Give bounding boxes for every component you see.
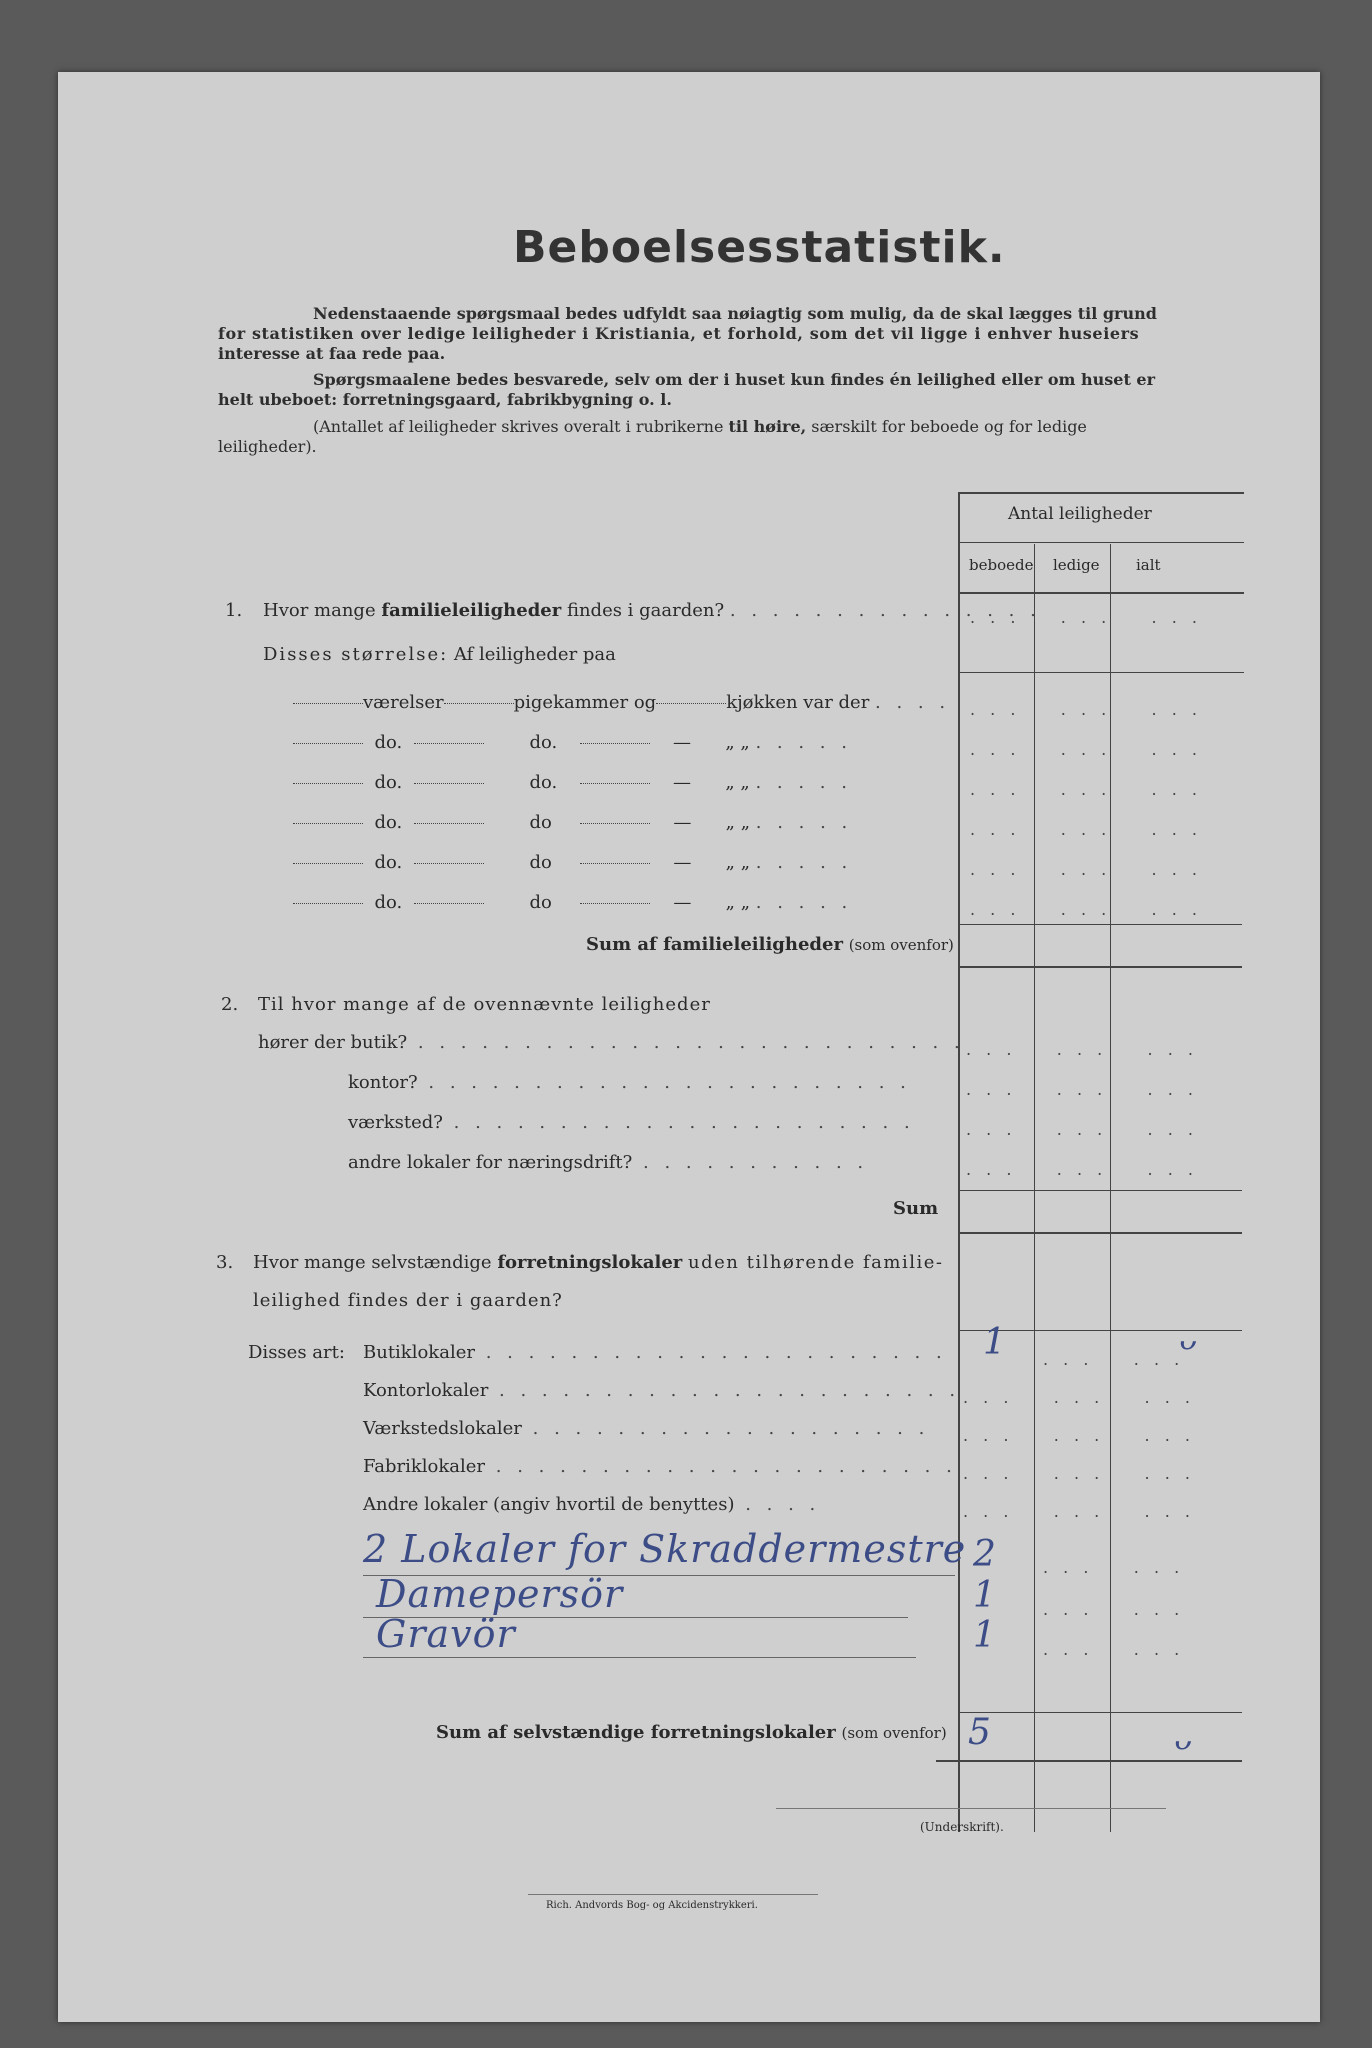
q1-sum-top-rule (960, 924, 1242, 925)
q3-text-line-2 (253, 1290, 563, 1311)
table-group-rule (958, 542, 1244, 543)
ditto-marks: „ „ (725, 812, 751, 833)
intro-line-6-bold: til høire, (728, 417, 807, 436)
intro-line-5: helt ubeboet: forretningsgaard, fabrikbygning o. l. (218, 390, 672, 409)
do-label: do. (374, 892, 403, 913)
q1-size-row-2-cells: . . . . . . . . . (970, 740, 1202, 759)
q1-kjokken: kjøkken var der (726, 692, 870, 713)
q3-art-label: Disses art: (248, 1342, 345, 1363)
dash: — (673, 852, 692, 873)
q3-text-b: uden tilhørende familie- (688, 1252, 944, 1273)
q1-size-row-3-cells: . . . . . . . . . (970, 780, 1202, 799)
handwritten-line-1: 2 Lokaler for Skraddermestre (363, 1527, 967, 1571)
col-header-ialt: ialt (1136, 556, 1161, 574)
ditto-marks: „ „ (725, 892, 751, 913)
q2-andre-cells: . . . . . . . . . (966, 1160, 1198, 1179)
q1-size-row-4-cells: . . . . . . . . . (970, 820, 1202, 839)
intro-line-6 (313, 417, 1343, 436)
dash: — (673, 772, 691, 793)
intro-line-7: leiligheder). (218, 437, 317, 456)
q1-size-row-3: do. do. — „ „ . . . . . (293, 772, 852, 793)
q3-kontor-label: Kontorlokaler (363, 1380, 489, 1401)
q3-andre-label: Andre lokaler (angiv hvortil de benyttes) (363, 1494, 735, 1515)
q3-butik: Butiklokaler . . . . . . . . . . . . . . . . . . . . . . (363, 1342, 947, 1363)
signature-label: (Underskrift). (920, 1820, 1004, 1834)
q3-fabrik: Fabriklokaler . . . . . . . . . . . . . . . . . . . . . . (363, 1456, 957, 1477)
q3-text-bold: forretningslokaler (497, 1252, 683, 1273)
q1-size-label: Disses størrelse: (263, 644, 449, 665)
q1-cells: . . . . . . . . . (970, 608, 1202, 627)
q1-size-row-6-cells: . . . . . . . . . (970, 900, 1202, 919)
table-top-rule (958, 492, 1244, 494)
table-vrule-1 (1034, 544, 1035, 1832)
q2-kontor-cells: . . . . . . . . . (966, 1080, 1198, 1099)
q1-size-row-1: værelser pigekammer og kjøkken var der . . . . (293, 692, 950, 713)
intro-line-1: Nedenstaaende spørgsmaal bedes udfyldt saa nøiagtig som mulig, da de skal lægges til grund (313, 304, 1157, 323)
q2-kontor-label: kontor? (348, 1072, 418, 1093)
q2-vaerksted: værksted? . . . . . . . . . . . . . . . . . . . . . . (348, 1112, 915, 1133)
q2-andre: andre lokaler for næringsdrift? . . . . . . . . . . . (348, 1152, 869, 1173)
do-label: do. (529, 732, 558, 753)
q2-butik: hører der butik? . . . . . . . . . . . . . . . . . . . . . . . . . . (258, 1032, 965, 1053)
q3-sum (436, 1722, 947, 1743)
intro-line-3: interesse at faa rede paa. (218, 344, 446, 363)
q1-sum (586, 934, 954, 955)
q2-number: 2. (221, 994, 239, 1015)
q3-kontor-cells: . . . . . . . . . (963, 1388, 1195, 1407)
q2-sum-top-rule (958, 1190, 1242, 1191)
dash: — (673, 812, 692, 833)
q3-text-c: leilighed findes der i gaarden? (253, 1290, 563, 1311)
q3-sum-top-rule (958, 1712, 1242, 1713)
q1-size-row-1-cells: . . . . . . . . . (970, 700, 1202, 719)
q3-vaerksted-label: Værkstedslokaler (363, 1418, 522, 1439)
q2-text: Til hvor mange af de ovennævnte leiligheder (258, 994, 711, 1015)
do-label: do (529, 812, 552, 833)
q3-sum-bottom-rule (936, 1760, 1242, 1762)
form-title: Beboelsesstatistik. (513, 222, 1006, 273)
intro-line-6-a: (Antallet af leiligheder skrives overalt i rubrikerne (313, 417, 724, 436)
q2-sum-bottom-rule (958, 1232, 1242, 1234)
q2-kontor: kontor? . . . . . . . . . . . . . . . . . . . . . . . (348, 1072, 911, 1093)
q1-text: Hvor mange familieleiligheder findes i gaarden? . . . . . . . . . . . . . . . (263, 600, 1041, 621)
intro-line-2: for statistiken over ledige leiligheder i Kristiania, et forhold, som det vil ligge i enhver huseiers (218, 324, 1140, 343)
handwritten-line-1-cells: . . . . . . (1043, 1558, 1185, 1577)
dash: — (673, 892, 692, 913)
q1-size-row-2: do. do. — „ „ . . . . . (293, 732, 852, 753)
do-label: do. (374, 772, 403, 793)
q3-fabrik-label: Fabriklokaler (363, 1456, 486, 1477)
do-label: do. (374, 732, 403, 753)
do-label: do (529, 852, 552, 873)
q3-andre: Andre lokaler (angiv hvortil de benyttes) . . . . (363, 1494, 821, 1515)
handwritten-line-3-count: 1 (973, 1615, 996, 1656)
q3-sum-tick: ᴗ (1173, 1722, 1192, 1757)
handwritten-line-2-count: 1 (973, 1575, 996, 1616)
q3-fabrik-cells: . . . . . . . . . (963, 1464, 1195, 1483)
do-label: do. (374, 812, 403, 833)
do-label: do. (374, 852, 403, 873)
q1-size-text: Af leiligheder paa (453, 644, 616, 665)
dash: — (673, 732, 691, 753)
q3-sum-rest: (som ovenfor) (841, 1724, 947, 1742)
handwritten-line-3-rule (363, 1657, 916, 1658)
signature-line (776, 1808, 1166, 1809)
q2-vaerksted-cells: . . . . . . . . . (966, 1120, 1198, 1139)
q2-butik-label: hører der butik? (258, 1032, 408, 1053)
ditto-marks: „ „ (725, 732, 750, 753)
q2-sum-label: Sum (893, 1198, 939, 1219)
q1-sum-bold: Sum af familieleiligheder (586, 934, 843, 955)
q1-text-bold: familieleiligheder (381, 600, 562, 621)
q1-text-a: Hvor mange (263, 600, 376, 621)
q2-butik-cells: . . . . . . . . . (966, 1040, 1198, 1059)
table-vrule-2 (1110, 544, 1111, 1832)
ditto-marks: „ „ (725, 772, 750, 793)
q3-sum-count: 5 (968, 1712, 991, 1753)
q3-butik-count: 1 (983, 1322, 1006, 1363)
q3-text-line-1 (253, 1252, 944, 1273)
census-form-sheet (58, 72, 1320, 2022)
q1-sum-bottom-rule (958, 966, 1242, 968)
printer-rule (528, 1894, 818, 1895)
q3-number: 3. (216, 1252, 234, 1273)
col-header-beboede: beboede (969, 556, 1034, 574)
table-group-header: Antal leiligheder (1008, 504, 1152, 524)
q3-vaerksted-cells: . . . . . . . . . (963, 1426, 1195, 1445)
q1-size-row-6: do. do — „ „ . . . . . (293, 892, 852, 913)
q1-sum-rest: (som ovenfor) (848, 936, 954, 954)
q1-number: 1. (225, 600, 243, 621)
q3-kontor: Kontorlokaler . . . . . . . . . . . . . . . . . . . . . . (363, 1380, 961, 1401)
q1-pigekammer: pigekammer og (513, 692, 657, 713)
q3-butik-tick: ᴗ (1178, 1322, 1197, 1357)
q3-butik-label: Butiklokaler (363, 1342, 475, 1363)
intro-line-6-b: særskilt for beboede og for ledige (811, 417, 1087, 436)
q1-size-row-5: do. do — „ „ . . . . . (293, 852, 852, 873)
handwritten-line-2-cells: . . . . . . (1043, 1600, 1185, 1619)
q3-text-a: Hvor mange selvstændige (253, 1252, 492, 1273)
printer-imprint: Rich. Andvords Bog- og Akcidenstrykkeri. (546, 1900, 758, 1911)
table-vrule-left (958, 492, 960, 1832)
q2-andre-label: andre lokaler for næringsdrift? (348, 1152, 633, 1173)
q3-andre-cells: . . . . . . . . . (963, 1502, 1195, 1521)
handwritten-line-2: Damepersör (376, 1572, 624, 1616)
q3-vaerksted: Værkstedslokaler . . . . . . . . . . . . . . . . . . . (363, 1418, 930, 1439)
q1-size-line (263, 644, 616, 665)
handwritten-line-1-count: 2 (973, 1534, 996, 1575)
col-header-ledige: ledige (1053, 556, 1100, 574)
ditto-marks: „ „ (725, 852, 751, 873)
q3-sum-bold: Sum af selvstændige forretningslokaler (436, 1722, 836, 1743)
q1-size-row-5-cells: . . . . . . . . . (970, 860, 1202, 879)
q2-vaerksted-label: værksted? (348, 1112, 443, 1133)
handwritten-line-3-cells: . . . . . . (1043, 1640, 1185, 1659)
q3-butik-cells: . . . . . . (1043, 1350, 1185, 1369)
do-label: do (529, 892, 552, 913)
table-header-rule (958, 592, 1244, 594)
q1-size-row-4: do. do — „ „ . . . . . (293, 812, 852, 833)
q1-row-rule (960, 672, 1244, 673)
do-label: do. (529, 772, 558, 793)
q1-vaerelser: værelser (363, 692, 444, 713)
q1-text-b: findes i gaarden? (566, 600, 725, 621)
handwritten-line-3: Gravör (376, 1612, 516, 1656)
intro-line-4: Spørgsmaalene bedes besvarede, selv om der i huset kun findes én leilighed eller om huset er (313, 370, 1156, 389)
